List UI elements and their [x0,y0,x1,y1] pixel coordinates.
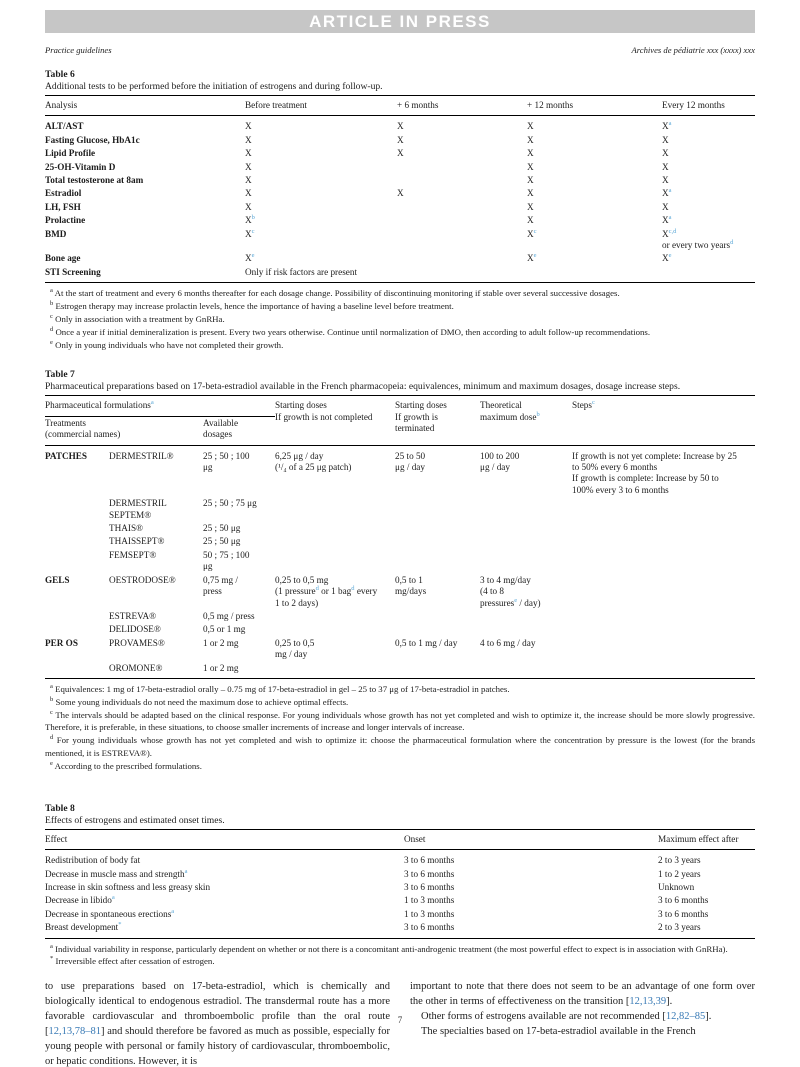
footnote-marker: c [50,313,53,321]
table-cell: Effect [45,829,404,849]
table-cell: 3 to 6 months [658,895,709,906]
footnote: $^c$ Only in association with a treatment by GnRHa. [50,313,225,324]
table-cell [395,623,480,636]
table8-footnotes [45,943,755,969]
table-row [45,187,755,200]
table-cell: Xe [527,252,537,264]
table-cell: STI Screening [45,266,101,277]
table7-section [45,369,755,772]
table-cell: THAIS® [109,523,144,534]
table-cell: X [662,148,669,159]
table-cell: Every 12 months [662,96,755,116]
table-cell: X [527,188,534,199]
footnote-marker: a [50,942,53,950]
footnote: $^a$ Individual variability in response, particularly dependent on whether or not there is a concomitant anti-androgenic treatment (the most powerful effect to expect is in association with GnRHa). [50,942,728,954]
table-cell: 3 to 6 months [658,908,709,919]
table-cell [275,623,395,636]
table-cell: $X^a$ [662,214,672,226]
table-cell [45,623,109,636]
table-cell: Xe [245,252,255,264]
table-row [45,96,755,116]
table-cell: Bone age [45,253,81,264]
table-cell: 4 to 6 mg / day [480,637,536,648]
table-cell: 0,25 to 0,5 mg (1 pressure$^d$ or 1 bag$^d$ every 1 to 2 days) [275,574,378,608]
table-row [45,829,755,849]
table-cell: X [662,175,669,186]
table-cell: 0,5 mg / press [203,610,255,621]
table-cell [480,549,572,574]
table-cell: Theoretical maximum dose$^b$ [480,396,572,445]
table6-label: Table 6 [45,69,75,80]
table7-label: Table 7 [45,369,75,381]
table-cell: X [527,148,534,159]
table-cell [397,161,527,174]
table-cell: Decrease in muscle mass and strength$^a$ [45,867,188,879]
table-cell: X [527,134,534,145]
superscript-marker: c [251,227,255,235]
table8 [45,829,755,939]
table-cell: 50 ; 75 ; 100 μg [203,549,250,572]
table-cell: If growth is not yet complete: Increase by 25 to 50% every 6 months If growth is complete: Increase by 50 to 100% every 3 to 6 months [572,445,755,497]
table-cell [395,662,480,679]
table-row [45,623,755,636]
table-cell [397,228,527,253]
table-row [45,921,755,938]
superscript-marker: a [150,399,154,407]
table-cell: X [662,134,669,145]
footnote: $^d$ Once a year if initial demineralization is present. Every two years otherwise. Continue until normalization of DMO, then according to adult follow-up recommendations. [50,325,651,337]
table-row [45,868,755,881]
table-cell [480,522,572,535]
table-cell: BMD [45,228,67,239]
table-cell [480,535,572,548]
table-cell: 2 to 3 years [658,850,755,868]
table-cell: X [245,188,252,199]
table-cell [572,662,755,679]
footnote: $^c$ The intervals should be adapted based on the clinical response. For young individuals whose growth has not yet completed and wish to optimize it, the increase should be more slowly progressive. Therefore, it is preferable, in these situations, to choose smaller increments of increase and longer intervals of increase. [45,708,755,733]
superscript-marker: e [533,252,537,260]
table-cell: X [245,134,252,145]
superscript-marker: b [536,410,540,418]
table-cell: X [527,161,534,172]
table-cell: $X^c$ [245,227,255,239]
footnote-marker: d [50,734,54,742]
table-cell [275,535,395,548]
footnote-marker: * [50,955,54,963]
table-cell: Before treatment [245,96,397,116]
table-cell: 1 or 2 mg [203,662,239,673]
table-cell [275,610,395,623]
table-cell: + 6 months [397,96,527,116]
table-cell [572,549,755,574]
table-row [45,445,755,497]
table-cell: X [662,161,669,172]
table-cell [397,214,527,227]
page-number: 7 [397,1015,403,1025]
paragraph: to use preparations based on 17-beta-estradiol, which is chemically and biologically identical to endogenous estradiol. The transdermal route has a more favorable cardiovascular and thromboembolic profile than the oral route [12,13,78–81] and should therefore be favored as much as possible, especially for young people with personal or family history of cardiovascular, thromboembolic, or hepatic conditions. However, it is [45,981,390,1067]
table-cell [395,610,480,623]
table-cell: $X^c$ [527,227,537,239]
table8-label: Table 8 [45,802,75,814]
paragraph: important to note that there does not seem to be an advantage of one form over the other in terms of effectiveness on the transition [12,13,39]. [410,981,755,1008]
table-cell: Unknown [658,881,695,892]
footnote: $^b$ Estrogen therapy may increase prolactin levels, hence the importance of having a baseline level before treatment. [50,300,454,312]
table-cell [480,662,572,679]
table-cell [572,574,755,610]
table-cell: 6,25 μg / day (¹/₄ of a 25 μg patch) [275,445,395,497]
running-head-journal: Archives de pédiatrie xxx (xxxx) xxx [631,45,755,55]
table-cell: 25 ; 50 μg [203,523,241,534]
footnote-marker: e [50,760,53,767]
table-row [45,535,755,548]
table-row [45,549,755,574]
table-cell [395,549,480,574]
citation-link[interactable]: 12,13,39 [629,996,667,1008]
table-cell: X [527,215,534,226]
footnote: $^d$ For young individuals whose growth has not yet completed and wish to optimize it: choose the pharmaceutical formulation where the concentration by pressure is the lowest (for the brands mentioned, it is ESTREVA®). [45,734,755,759]
table-cell: OESTRODOSE® [109,574,176,585]
table-row [45,662,755,679]
table-cell: X [245,161,252,172]
table-row [45,174,755,187]
table-cell: 3 to 4 mg/day (4 to 8 pressures$^e$ / day) [480,574,541,608]
table-cell: Treatments (commercial names) [45,417,121,440]
table-row [45,396,755,416]
running-head [45,45,755,55]
superscript-marker: a [668,120,672,128]
table-cell [275,662,395,679]
table-cell: Fasting Glucose, HbA1c [45,134,140,145]
table-row [45,522,755,535]
table-cell: GELS [45,574,70,585]
superscript-marker: b [251,214,255,222]
table-cell [275,522,395,535]
footnote-marker: d [50,325,54,333]
table6 [45,95,755,283]
footnote-marker: a [50,287,53,295]
table-cell: DELIDOSE® [109,624,161,635]
table-cell [45,522,109,535]
table-cell: 0,25 to 0,5 mg / day [275,637,315,660]
table-row [45,881,755,894]
footnote: $^a$ At the start of treatment and every 6 months thereafter for each dosage change. Possibility of discontinuing monitoring if stable over several successive dosages. [50,287,620,299]
article-in-press-banner [45,10,755,33]
table-cell [395,535,480,548]
table-cell [45,610,109,623]
table-row [45,894,755,907]
table-cell: Starting doses If growth is not completed [275,396,395,445]
table-cell [572,535,755,548]
table-cell [572,623,755,636]
table-cell: Lipid Profile [45,148,96,159]
table-cell: $X^a$ [662,116,755,134]
table-cell [397,201,527,214]
superscript-marker: c [591,399,595,407]
table7-footnotes [45,683,755,773]
superscript-marker: * [118,921,122,929]
footnote-marker: c [50,708,53,716]
table-cell [275,549,395,574]
table-cell: 3 to 6 months [404,868,455,879]
table-cell [397,252,527,265]
table-cell: X [397,134,404,145]
table-cell: DERMESTRIL® [109,445,203,497]
table-cell: Decrease in libido$^a$ [45,894,115,906]
table-cell: 3 to 6 months [404,850,658,868]
table-cell [275,497,395,522]
footnote: $^e$ According to the prescribed formulations. [50,760,202,771]
table-row [45,214,755,227]
footnote-marker: b [50,695,54,703]
footnote-marker: a [50,683,53,691]
table-cell: 0,75 mg / press [203,574,238,597]
table-cell: Onset [404,829,658,849]
table6-footnotes [45,287,755,351]
table-cell: X [245,148,252,159]
table-cell [45,497,109,522]
table-cell: THAISSEPT® [109,536,165,547]
table-cell: 25 ; 50 ; 100 μg [203,445,275,497]
table-cell: Redistribution of body fat [45,850,404,868]
superscript-marker: d [351,585,355,593]
table-cell: 1 to 3 months [404,895,455,906]
table-cell: FEMSEPT® [109,549,157,560]
footnote-marker: e [50,338,53,346]
table-row [45,637,755,662]
table-cell: X [397,148,404,159]
table-cell: 0,5 to 1 mg / day [395,637,458,648]
footnote: $^a$ Equivalences: 1 mg of 17-beta-estradiol orally – 0.75 mg of 17-beta-estradiol in gel – 25 to 37 μg of 17-beta-estradiol in patches. [50,683,510,694]
table-cell [480,623,572,636]
table-row [45,201,755,214]
banner-text: ARTICLE IN PRESS [309,12,491,31]
superscript-marker: a [111,894,115,902]
table-row [45,497,755,522]
table-cell: ALT/AST [45,116,245,134]
table-row [45,574,755,610]
table-cell [45,662,109,679]
table-row [45,610,755,623]
superscript-marker: a [184,867,188,875]
table-cell: + 12 months [527,96,662,116]
table-cell: Steps$^c$ [572,396,755,445]
superscript-marker: a [171,907,175,915]
table-cell: Xe [662,252,672,264]
table-cell: ESTREVA® [109,610,157,621]
table-cell: PROVAMES® [109,637,165,648]
table-cell: X [245,201,252,212]
table-cell: DERMESTRIL SEPTEM® [109,498,167,520]
paragraph: Other forms of estrogens available are not recommended [12,82–85]. [421,1011,712,1023]
table-cell: X [662,201,669,212]
table-cell [395,522,480,535]
table7-caption: Pharmaceutical preparations based on 17-beta-estradiol available in the French pharmacopeia: equivalences, minimum and maximum dosages, dosage increase steps. [45,381,681,393]
table-cell [45,535,109,548]
table-cell: PATCHES [45,445,109,497]
table-cell: 100 to 200 μg / day [480,445,572,497]
table-cell: 25 ; 50 μg [203,536,241,547]
table-cell: Available dosages [203,417,239,440]
table-row [45,266,755,283]
table-cell [397,174,527,187]
table-cell: Decrease in spontaneous erections$^a$ [45,907,175,919]
table-cell: PER OS [45,637,78,648]
footnote: $^e$ Only in young individuals who have not completed their growth. [50,338,284,350]
table-row [45,228,755,253]
table-cell: X$^{c,d}$ or every two years$^d$ [662,227,734,251]
table-cell: X [245,175,252,186]
table-cell: Total testosterone at 8am [45,175,144,186]
table-cell: Estradiol [45,188,82,199]
superscript-marker: a [668,214,672,222]
table-cell [480,610,572,623]
table-row [45,116,755,134]
table-cell: 25 to 50 μg / day [395,445,480,497]
table8-section [45,803,755,969]
footnote-marker: b [50,300,54,308]
table-cell [572,522,755,535]
table-row [45,161,755,174]
superscript-marker: c,d [668,227,677,235]
table-cell [395,497,480,522]
table8-caption: Effects of estrogens and estimated onset times. [45,814,225,826]
footnote: $^b$ Some young individuals do not need the maximum dose to achieve optimal effects. [50,695,349,707]
table-cell: Increase in skin softness and less greasy skin [45,881,211,892]
table-cell [572,610,755,623]
superscript-marker: c [533,227,537,235]
table-cell: X [397,116,527,134]
table-row [45,134,755,147]
superscript-marker: a [668,187,672,195]
paragraph: The specialties based on 17-beta-estradiol available in the French [421,1025,696,1037]
table-cell: 1 or 2 mg [203,637,239,648]
table-cell: Pharmaceutical formulations$^a$ [45,396,275,416]
table-row [45,850,755,868]
table-cell: Analysis [45,96,245,116]
superscript-marker: e [514,596,518,604]
table-cell: X [527,116,662,134]
table-cell [45,549,109,574]
citation-link[interactable]: 12,82–85 [665,1011,706,1023]
table-cell: Breast development* [45,921,122,933]
table-cell: 3 to 6 months [404,881,455,892]
table-cell: 2 to 3 years [658,922,701,933]
table6-caption: Additional tests to be performed before the initiation of estrogens and during follow-up. [45,81,383,92]
table-cell: 25-OH-Vitamin D [45,161,116,172]
table-cell: X [397,188,404,199]
table-cell [572,497,755,522]
table-cell: X [245,116,397,134]
table-row [45,252,755,265]
table-cell: $X^a$ [662,187,672,199]
table-cell: 3 to 6 months [404,922,455,933]
running-head-section: Practice guidelines [45,45,112,55]
citation-link[interactable]: 12,13,78–81 [48,1025,101,1037]
table-cell: 1 to 3 months [404,908,455,919]
table-cell: Prolactine [45,215,86,226]
table-cell: Starting doses If growth is terminated [395,396,480,445]
table-cell [572,637,755,662]
table-cell: 1 to 2 years [658,868,701,879]
table6-section [45,69,755,351]
table-cell [480,497,572,522]
superscript-marker: d [730,239,734,246]
table-cell: Maximum effect after [658,829,755,849]
table-cell: X [527,201,534,212]
table-cell: X [527,175,534,186]
table-row [45,908,755,921]
table-row [45,147,755,160]
table-cell: 0,5 or 1 mg [203,624,246,635]
table-cell: 25 ; 50 ; 75 μg [203,498,257,509]
table-cell: LH, FSH [45,201,81,212]
superscript-marker: d [315,585,319,593]
table-cell: $X^b$ [245,214,255,226]
superscript-marker: e [251,252,255,260]
table-cell: OROMONE® [109,662,163,673]
table7 [45,395,755,679]
table-cell: Only if risk factors are present [245,266,357,277]
footnote: * Irreversible effect after cessation of estrogen. [50,955,215,967]
superscript-marker: e [668,252,672,260]
table-cell: 0,5 to 1 mg/days [395,574,427,597]
